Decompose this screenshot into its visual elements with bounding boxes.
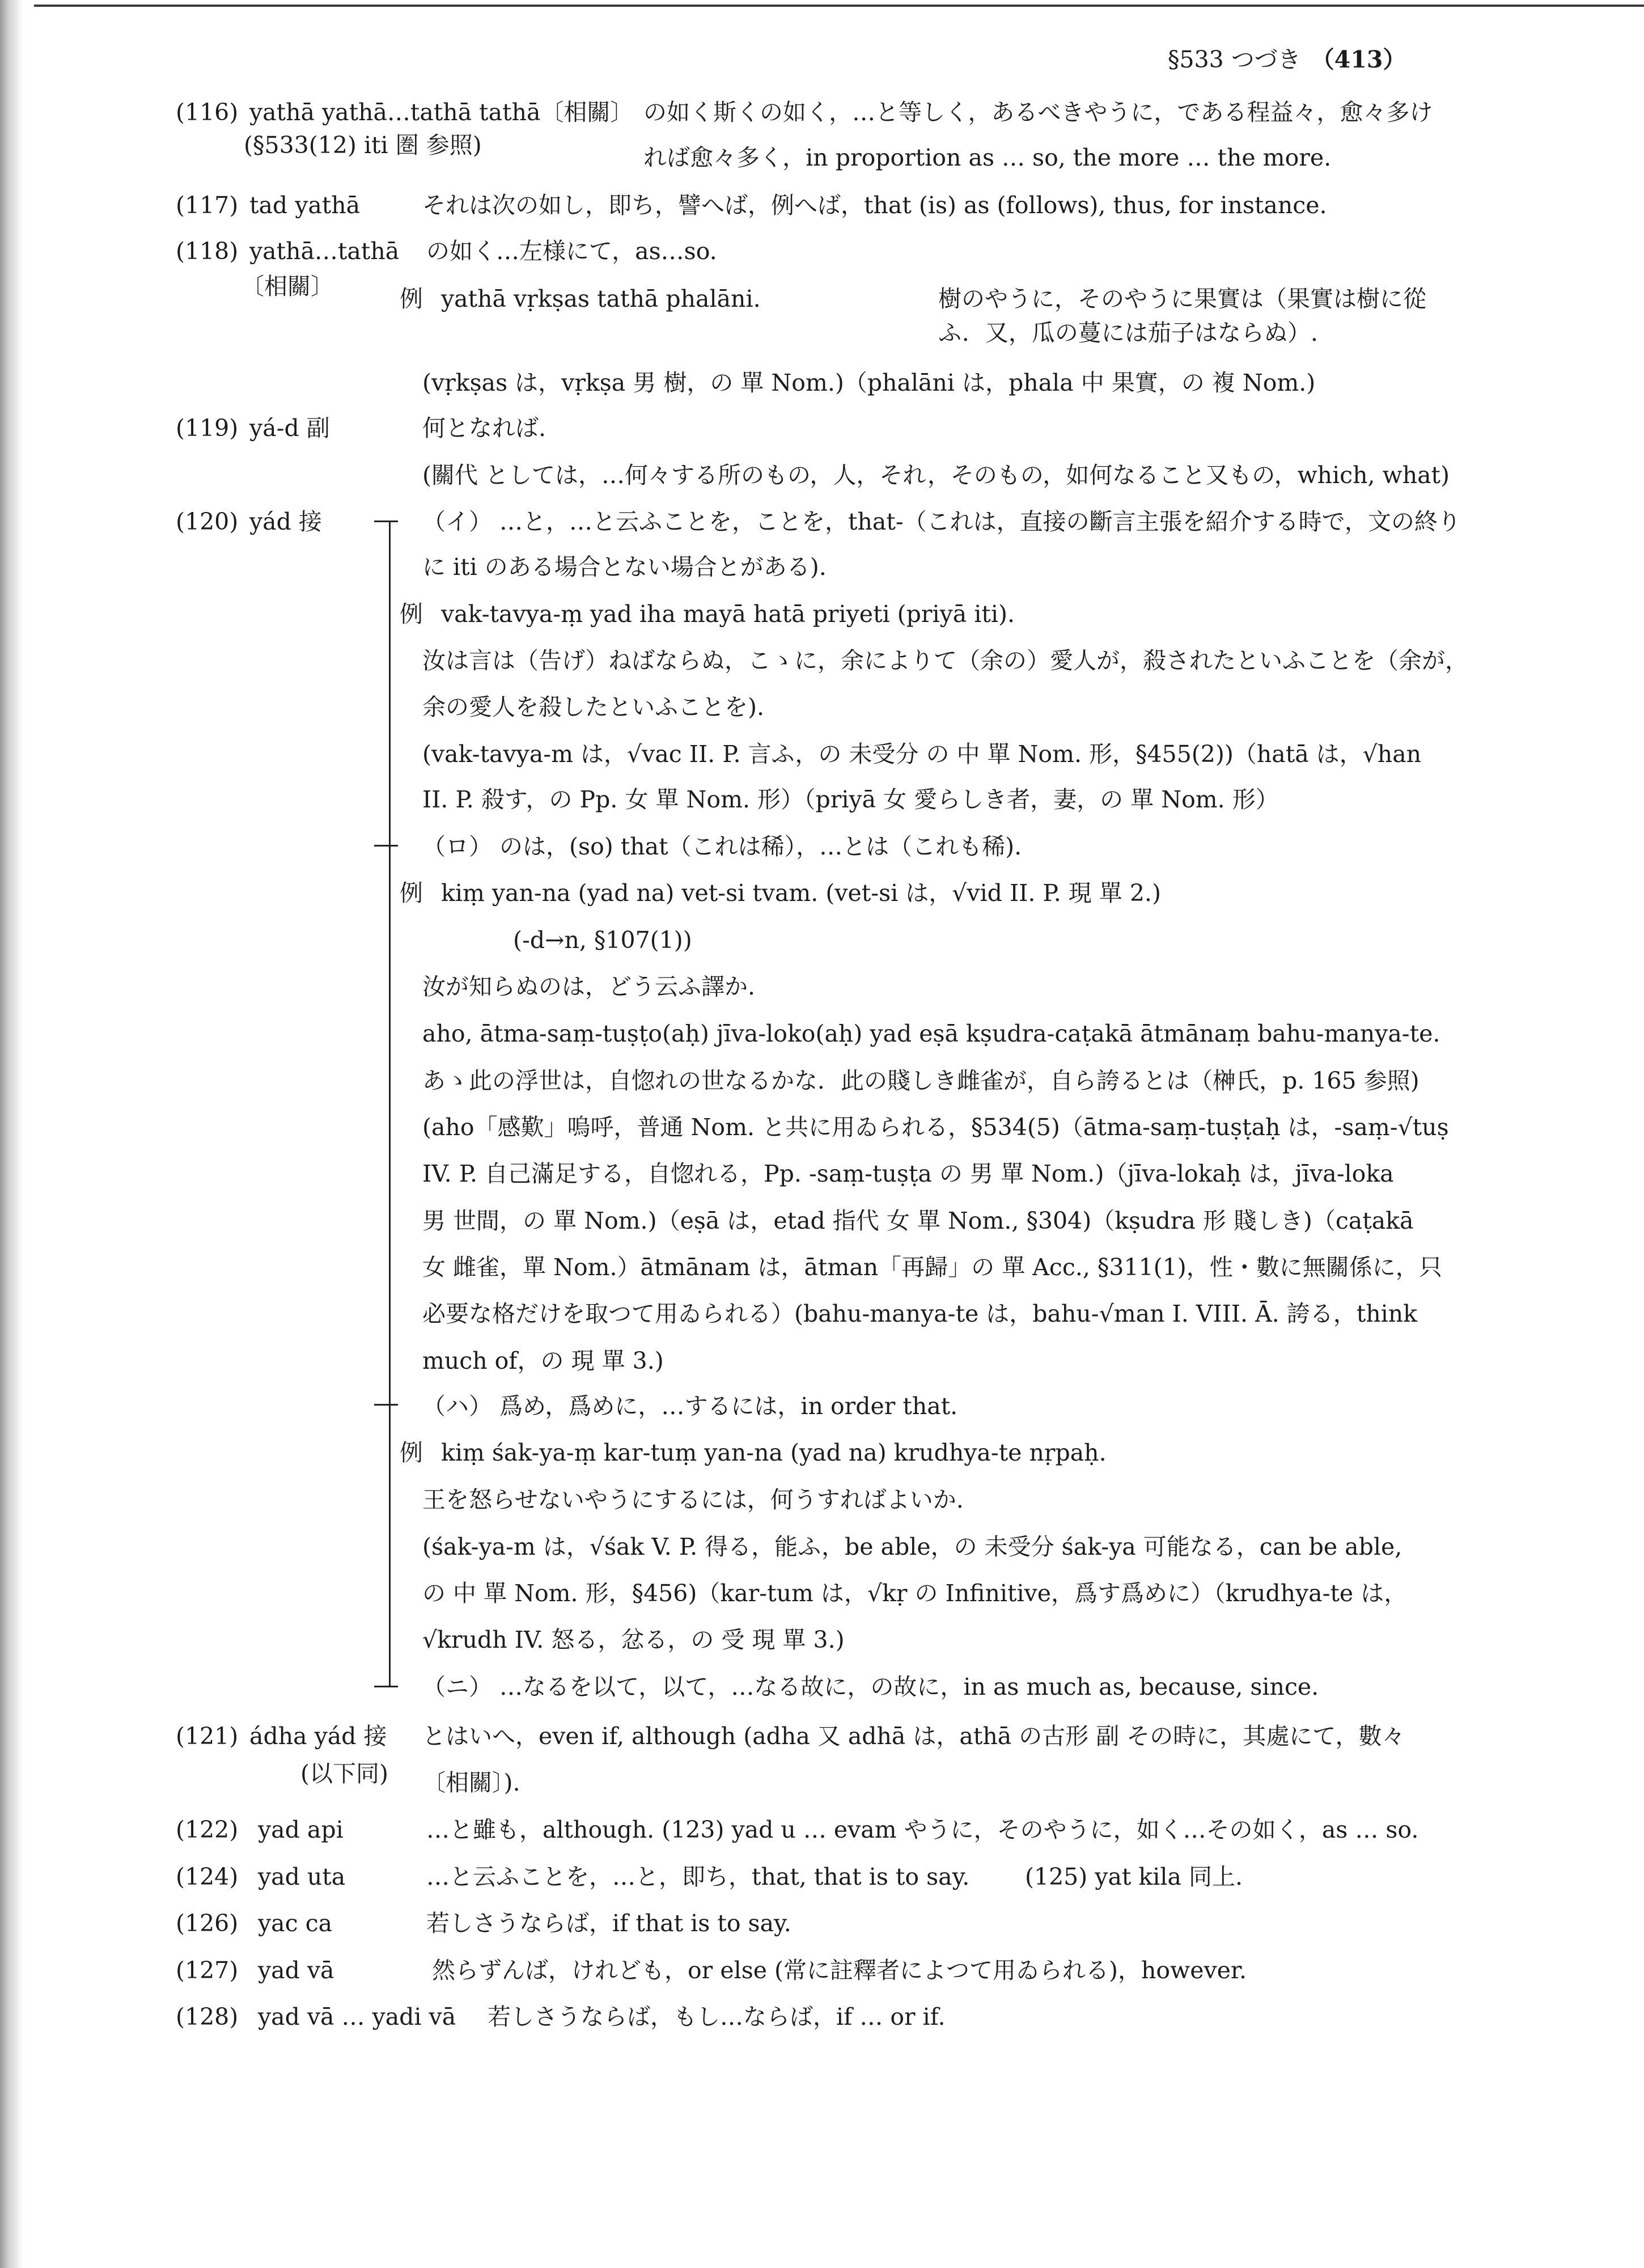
grammar-note: II. P. 殺す，の Pp. 女 單 Nom. 形）（priyā 女 愛らしき者，妻，の 單 Nom. 形） [422,786,1279,813]
grammar-note: の 中 單 Nom. 形，§456)（kar-tum は，√kṛ の Infinitive，爲す爲めに）（krudhya-te は， [422,1580,1408,1607]
entry-headword: yad vā … yadi vā [258,2003,456,2030]
scan-shadow [0,0,24,2268]
entry-number: (116) [176,99,239,126]
bracket-tick [374,845,398,847]
section-label: §533 つづき [1168,46,1301,73]
entry-headword: yad uta [258,1863,346,1890]
example-label: 例 [400,879,423,907]
entry-headword: yathā…tathā [249,238,400,265]
entry-definition: の如く…左様にて，as…so. [426,238,717,265]
entry-headword: yathā yathā…tathā tathā〔相關〕 [249,99,634,126]
entry-cross-reference: (§533(12) iti 圏 参照) [244,132,482,159]
entry-definition: 然らずんば，けれども，or else (常に註釋者によつて用ゐられる)，however. [432,1957,1247,1984]
entry-definition: 若しさうならば，if that is to say. [426,1910,791,1937]
page-number: （413） [1311,46,1406,73]
sense-d-definition: （ニ） …なるを以て，以て，…なる故に，の故に，in as much as, because, since. [422,1673,1319,1700]
sense-c-definition: （ハ） 爲め，爲めに，…するには，in order that. [422,1393,958,1420]
example-translation: 汝が知らぬのは，どう云ふ譯か. [422,973,756,1000]
entry-definition: …と云ふことを，…と，即ち，that, that is to say. [426,1863,970,1890]
example-label: 例 [400,285,423,312]
grammar-note: 女 雌雀，單 Nom.）ātmānam は，ātman「再歸」の 單 Acc., §311(1)，性・數に無關係に，只 [422,1254,1442,1281]
entry-inline-subentry: (125) yat kila 同上. [1025,1863,1243,1890]
entry-headword: yád 接 [249,508,322,535]
grammar-note: (vak-tavya-m は，√vac II. P. 言ふ，の 未受分 の 中 單 Nom. 形，§455(2))（hatā は，√han [422,741,1422,768]
entry-number: (124) [176,1863,239,1890]
sense-a-definition: （イ） …と，…と云ふことを，ことを，that-（これは，直接の斷言主張を紹介する時で，文の終り [422,508,1461,535]
sense-b-definition: （ロ） のは，(so) that（これは稀），…とは（これも稀). [422,833,1022,860]
example-translation: 余の愛人を殺したといふことを). [422,693,765,721]
entry-headword: yac ca [258,1910,333,1937]
grammar-note: much of，の 現 單 3.) [422,1347,664,1374]
example-translation: 樹のやうに，そのやうに果實は（果實は樹に從 [938,285,1426,312]
entry-headword: yá-d 副 [249,414,330,442]
example-sentence: kiṃ yan-na (yad na) vet-si tvam. (vet-si は，√vid II. P. 現 單 2.) [441,879,1161,907]
entry-number: (117) [176,192,239,219]
example-label: 例 [400,1439,423,1466]
entry-number: (118) [176,238,239,265]
sandhi-note: (-d→n, §107(1)) [513,926,692,954]
entry-number: (122) [176,1816,239,1843]
grammar-note: (vṛkṣas は，vṛkṣa 男 樹，の 單 Nom.)（phalāni は，phala 中 果實，の 複 Nom.) [422,369,1316,396]
top-rule [34,5,1644,7]
entry-correlative-tag: 〔相關〕 [241,273,334,300]
sense-bracket [389,521,391,1687]
entry-number: (121) [176,1723,239,1750]
entry-headword: tad yathā [249,192,361,219]
grammar-note: 男 世間，の 單 Nom.)（eṣā は，etad 指代 女 單 Nom., §304)（kṣudra 形 賤しき)（caṭakā [422,1207,1414,1234]
grammar-note: (śak-ya-m は，√śak V. P. 得る，能ふ，be able，の 未受分 śak-ya 可能なる，can be able, [422,1533,1403,1560]
example-translation: ふ．又，瓜の蔓には茄子はならぬ）. [938,319,1318,346]
entry-number: (126) [176,1910,239,1937]
entry-number: (120) [176,508,239,535]
bracket-tick [374,1686,398,1687]
bracket-tick [374,1404,398,1406]
entry-definition: れば愈々多く，in proportion as … so, the more … the more. [643,144,1332,171]
example-sentence: yathā vṛkṣas tathā phalāni. [441,285,761,312]
entry-definition: …と雖も，although. (123) yad u … evam やうに，そのやうに，如く…その如く，as … so. [426,1816,1419,1843]
example-translation: 汝は言は（告げ）ねばならぬ，こゝに，余によりて（余の）愛人が，殺されたといふことを（余が， [422,647,1468,674]
entry-definition: の如く斯くの如く，…と等しく，あるべきやうに，である程益々，愈々多け [643,99,1433,126]
entry-number: (128) [176,2003,239,2030]
entry-definition: とはいへ，even if, although (adha 又 adhā は，athā の古形 副 その時に，其處にて，數々 [422,1723,1405,1750]
grammar-note: 必要な格だけを取つて用ゐられる）(bahu-manya-te は，bahu-√man I. VIII. Ā. 誇る，think [422,1300,1417,1327]
grammar-note: (aho「感歎」嗚呼，普通 Nom. と共に用ゐられる，§534(5)（ātma-saṃ-tuṣṭaḥ は，-saṃ-√tuṣ [422,1114,1449,1141]
grammar-note: √krudh IV. 怒る，忿る，の 受 現 單 3.) [422,1626,845,1653]
entry-number: (119) [176,414,239,442]
entry-headword: ádha yád 接 [249,1723,387,1750]
bracket-tick [374,521,398,522]
entry-headword: yad vā [258,1957,334,1984]
example-sentence: kiṃ śak-ya-ṃ kar-tuṃ yan-na (yad na) krudhya-te nṛpaḥ. [441,1439,1107,1466]
entry-definition: 〔相關〕). [422,1769,520,1796]
sense-a-definition: に iti のある場合とない場合とがある). [422,553,827,581]
example-label: 例 [400,600,423,628]
example-translation: あゝ此の浮世は，自惚れの世なるかな．此の賤しき雌雀が，自ら誇るとは（榊氏，p. 165 参照) [422,1067,1420,1094]
entry-scope-note: (以下同) [300,1760,388,1787]
example-sentence: aho, ātma-saṃ-tuṣṭo(aḥ) jīva-loko(aḥ) yad eṣā kṣudra-caṭakā ātmānaṃ bahu-manya-te. [422,1020,1440,1047]
entry-headword: yad api [258,1816,344,1843]
entry-number: (127) [176,1957,239,1984]
entry-definition: それは次の如し，即ち，譬へば，例へば，that (is) as (follows), thus, for instance. [422,192,1327,219]
example-sentence: vak-tavya-ṃ yad iha mayā hatā priyeti (priyā iti). [441,600,1015,628]
running-header [1168,41,1406,74]
example-translation: 王を怒らせないやうにするには，何うすればよいか. [422,1486,964,1513]
grammar-note: IV. P. 自己滿足する，自惚れる，Pp. -saṃ-tuṣṭa の 男 單 Nom.)（jīva-lokaḥ は，jīva-loka [422,1160,1394,1187]
grammar-note: (關代 としては，…何々する所のもの，人，それ，そのもの，如何なること又もの，which, what) [422,462,1450,489]
entry-definition: 何となれば. [422,414,546,442]
entry-definition: 若しさうならば，もし…ならば，if … or if. [488,2003,946,2030]
